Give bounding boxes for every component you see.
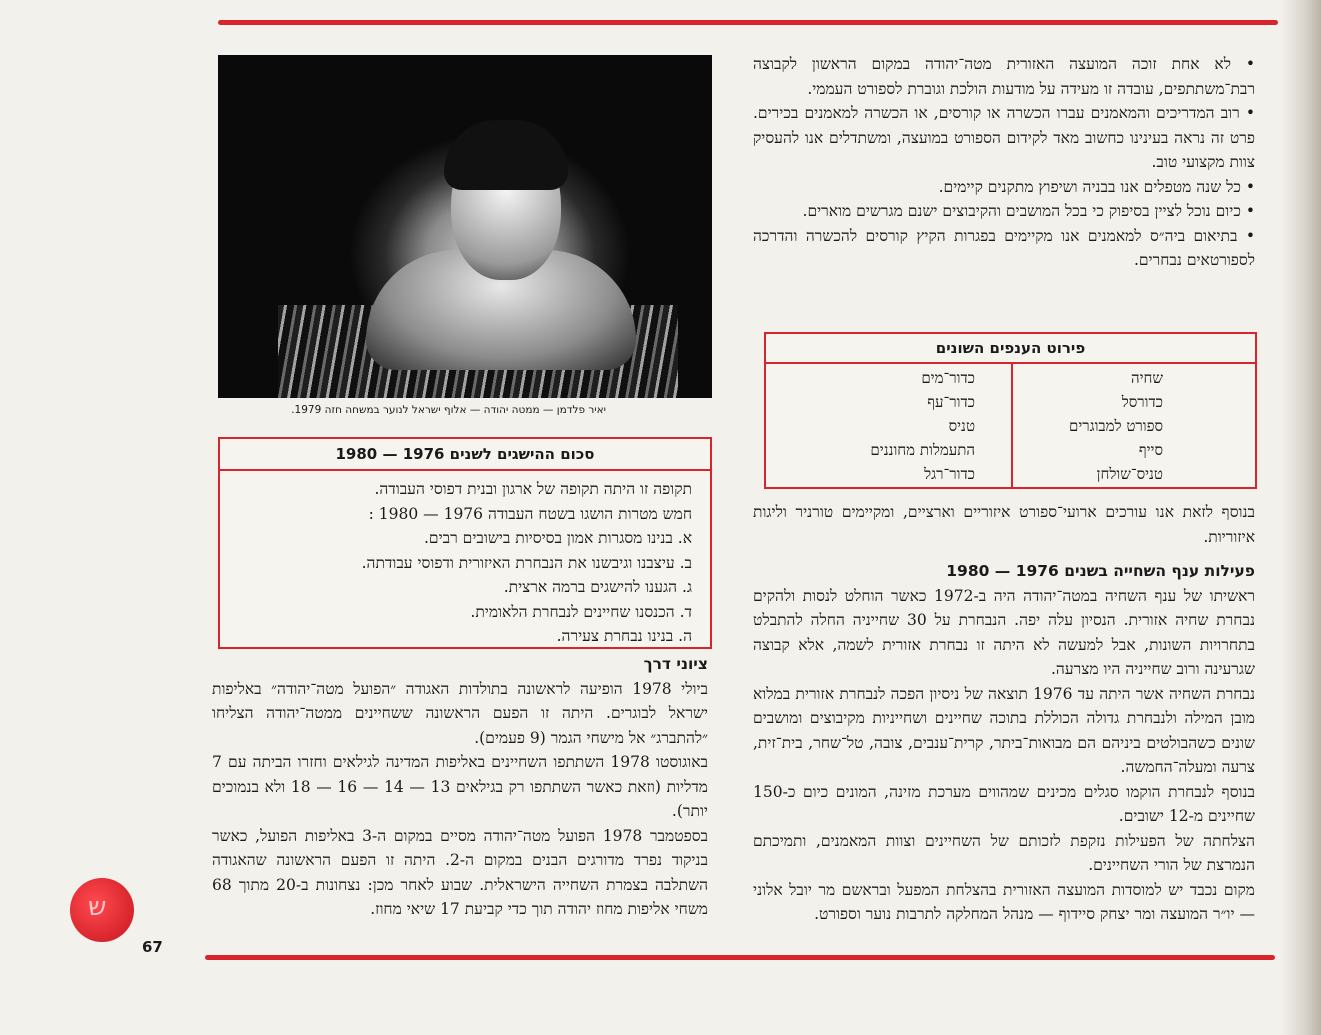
list-item: ג. הגענו להישגים ברמה ארצית. bbox=[503, 578, 692, 596]
list-item: התעמלות מחוננים bbox=[870, 441, 975, 459]
swimmer-photo bbox=[218, 55, 712, 398]
paragraph: בספטמבר 1978 הפועל מטה־יהודה מסיים במקום ה-3 באליפות הפועל, כאשר בניקוד נפרד מדורגים הבנים במקום ה-2. היתה זו הפעם הראשונה שהאגודה השתלבה בצמרת השחייה הישראלית. שבוע לאחר מכן: נצחונות ב-20 מתוך 68 משחי אליפות מחוז יהודה תוך כדי קביעת 17 שיאי מחוז. bbox=[212, 826, 708, 918]
list-item: כדור־רגל bbox=[924, 465, 975, 483]
list-item: כדור־מים bbox=[921, 369, 975, 387]
summary-box-title: סכום ההישגים לשנים 1976 — 1980 bbox=[220, 439, 710, 471]
list-item: שחיה bbox=[1130, 369, 1163, 387]
divider bbox=[1011, 364, 1013, 487]
branches-box-title: פירוט הענפים השונים bbox=[766, 334, 1255, 364]
list-item: חמש מטרות הושגו בשטח העבודה 1976 — 1980 : bbox=[368, 504, 692, 523]
paragraph: ראשיתו של ענף השחיה במטה־יהודה היה ב-1972 כאשר הוחלט לנסות ולהקים נבחרת שחיה אזורית. הנסיון עלה יפה. הנבחרת על 30 שחייניה החלה להתבלט בתחרויות השונות, אבל למעשה לא היתה זו נבחרת אזורית לשמה, אלא קבוצה שגרעינה ורוב שחייניה היו מצרעה. bbox=[753, 586, 1255, 678]
branches-box bbox=[764, 332, 1257, 489]
list-item: ה. בנינו נבחרת צעירה. bbox=[556, 627, 692, 645]
section-heading: פעילות ענף השחייה בשנים 1976 — 1980 bbox=[946, 562, 1255, 580]
paragraph: בנוסף לזאת אנו עורכים ארועי־ספורט איזוריים וארציים, ומקיימים טורניר וליגות איזוריות. bbox=[753, 503, 1255, 546]
paragraph: • בתיאום ביה״ס למאמנים אנו מקיימים בפגרות הקיץ קורסים להכשרה והדרכה לספורטאים נבחרים. bbox=[753, 224, 1255, 273]
list-item: תקופה זו היתה תקופה של ארגון ובנית דפוסי העבודה. bbox=[374, 480, 692, 498]
left-column-bottom bbox=[212, 652, 708, 922]
paragraph: • רוב המדריכים והמאמנים עברו הכשרה או קורסים, או הכשרה למאמנים בכירים. פרט זה נראה בעינינו כחשוב מאד לקידום הספורט במועצה, ומשתדלים אנו להעסיק צוות מקצועי טוב. bbox=[753, 101, 1255, 175]
branches-left-list bbox=[870, 366, 975, 486]
list-item: ד. הכנסנו שחיינים לנבחרת הלאומית. bbox=[470, 602, 692, 621]
paragraph: מקום נכבד יש למוסדות המועצה האזורית בהצלחת המפעל ובראשם מר יובל אלוני — יו״ר המועצה ומר יצחק סיידוף — מנהל המחלקה לתרבות נוער וספורט. bbox=[753, 880, 1255, 923]
paragraph: בנוסף לנבחרת הוקמו סגלים מכינים שמהווים מערכת מזינה, המונים כיום כ-150 שחיינים מ-12 ישובים. bbox=[753, 782, 1255, 825]
paragraph: • כל שנה מטפלים אנו בבניה ושיפוץ מתקנים קיימים. bbox=[753, 175, 1255, 200]
list-item: כדורסל bbox=[1121, 393, 1163, 411]
summary-box bbox=[218, 437, 712, 649]
photo-caption: יאיר פלדמן — ממטה יהודה — אלוף ישראל לנוער במשחה חזה 1979. bbox=[291, 404, 606, 416]
list-item: סייף bbox=[1138, 441, 1163, 459]
paragraph: הצלחתה של הפעילות נזקפת לזכותם של השחיינים וצוות המאמנים, ותמיכתם הנמרצת של הורי השחיינים. bbox=[753, 831, 1255, 874]
list-item: ב. עיצבנו וגיבשנו את הנבחרת האיזורית ודפוסי עבודתה. bbox=[361, 553, 692, 572]
paragraph: • לא אחת זוכה המועצה האזורית מטה־יהודה במקום הראשון לקבוצה רבת־משתתפים, עובדה זו מעידה על מודעות הולכת וגוברת לספורט העממי. bbox=[753, 52, 1255, 101]
book-spine bbox=[1281, 0, 1321, 1035]
logo-emblem: ש bbox=[70, 878, 134, 942]
list-item: טניס bbox=[948, 417, 975, 435]
section-heading: ציוני דרך bbox=[643, 655, 708, 673]
paragraph: • כיום נוכל לציין בסיפוק כי בכל המושבים והקיבוצים ישנם מגרשים מוארים. bbox=[753, 199, 1255, 224]
top-red-rule bbox=[218, 20, 1278, 25]
page-number: 67 bbox=[142, 938, 163, 956]
paragraph: ביולי 1978 הופיעה לראשונה בתולדות האגודה ״הפועל מטה־יהודה״ באליפות ישראל לבוגרים. היתה זו הפעם הראשונה ששחיינים ממטה־יהודה הצליחו ״להתברג״ אל מישחי הגמר (9 פעמים). bbox=[212, 679, 708, 747]
branches-right-list bbox=[1069, 366, 1163, 486]
right-column-bottom bbox=[753, 500, 1255, 927]
list-item: טניס־שולחן bbox=[1096, 465, 1163, 483]
paragraph: באוגוסטו 1978 השתתפו השחיינים באליפות המדינה לגילאים וחזרו הביתה עם 7 מדליות (וזאת כאשר השתתפו רק בגילאים 13 — 14 — 16 — 18 ולא בנמוכים יותר). bbox=[212, 753, 708, 820]
right-column-top bbox=[753, 52, 1255, 273]
list-item: א. בנינו מסגרות אמון בסיסיות בישובים רבים. bbox=[423, 529, 692, 547]
paragraph: נבחרת השחיה אשר היתה עד 1976 תוצאה של ניסיון הפכה לנבחרת אזורית במלוא מובן המילה ולנבחרת גדולה הכוללת בתוכה שחיינים ושחייניות מקיבוצים ומושבים שונים כשהבולטים ביניהם הם מבואות־ביתר, קרית־ענבים, צובה, טל־שחר, בית־זית, צרעה ומעלה־החמשה. bbox=[753, 684, 1255, 776]
list-item: כדור־עף bbox=[927, 393, 975, 411]
bottom-red-rule bbox=[205, 955, 1275, 960]
list-item: ספורט למבוגרים bbox=[1068, 417, 1163, 435]
